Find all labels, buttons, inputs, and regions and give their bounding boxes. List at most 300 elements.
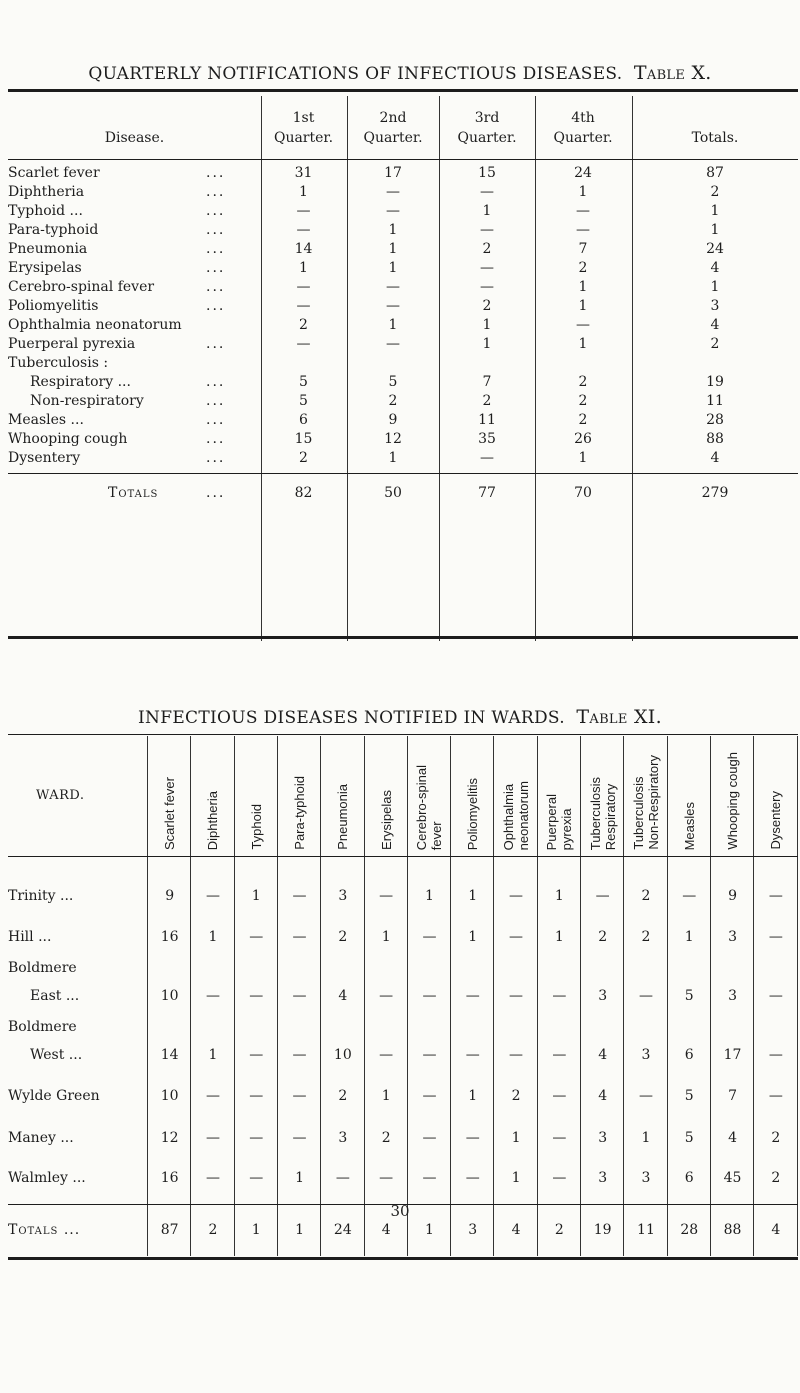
cell-value: 10: [160, 988, 179, 1004]
cell-value: —: [465, 1130, 480, 1146]
total-value: 82: [294, 485, 313, 501]
column-header: [668, 744, 711, 850]
column-header-line: Para-typhoid: [292, 776, 308, 850]
cell-value: 1: [578, 336, 588, 352]
header-q2-line: 2nd: [379, 110, 407, 126]
table-row: [8, 164, 798, 183]
totals-row: [8, 484, 798, 503]
cell-value: —: [576, 317, 590, 333]
disease-name: Dysentery: [8, 450, 81, 466]
cell-value: 5: [388, 374, 398, 390]
cell-value: 3: [338, 1130, 348, 1146]
total-value: 2: [208, 1222, 218, 1238]
cell-value: —: [379, 1047, 394, 1063]
column-header: [754, 744, 797, 850]
column-header: [365, 744, 408, 850]
cell-value: —: [552, 988, 567, 1004]
cell-value: —: [638, 1088, 653, 1104]
cell-value: 11: [478, 412, 496, 428]
cell-value: 2: [482, 241, 492, 257]
column-header-line: Typhoid: [248, 804, 264, 850]
disease-name: Poliomyelitis: [8, 298, 99, 314]
cell-value: —: [768, 988, 783, 1004]
cell-value: 17: [384, 165, 402, 181]
header-totals: Totals.: [691, 130, 739, 146]
cell-value: 1: [482, 203, 492, 219]
cell-value: 3: [598, 1130, 608, 1146]
cell-value: —: [768, 888, 783, 904]
cell-value: 1: [381, 929, 391, 945]
cell-value: —: [205, 1130, 220, 1146]
cell-value: —: [292, 1047, 307, 1063]
cell-value: 3: [598, 988, 608, 1004]
total-value: 279: [701, 485, 729, 501]
cell-value: —: [335, 1170, 350, 1186]
disease-name: Diphtheria: [8, 184, 85, 200]
cell-value: 24: [706, 241, 724, 257]
cell-value: —: [379, 988, 394, 1004]
cell-value: —: [480, 279, 494, 295]
column-header-text: [588, 777, 618, 850]
column-header-text: [725, 752, 740, 850]
cell-value: 2: [381, 1130, 391, 1146]
table-row: [8, 278, 798, 297]
cell-value: 11: [706, 393, 724, 409]
total-value: 4: [381, 1222, 391, 1238]
table-row: [8, 373, 798, 392]
table-row: [8, 411, 798, 430]
cell-value: 1: [482, 336, 492, 352]
cell-value: 4: [710, 260, 720, 276]
cell-value: —: [480, 184, 494, 200]
cell-value: 31: [294, 165, 313, 181]
cell-value: 2: [338, 929, 348, 945]
table-row: [8, 886, 798, 906]
cell-value: 1: [388, 450, 398, 466]
cell-value: 3: [728, 988, 737, 1004]
total-value: 50: [384, 485, 402, 501]
cell-value: —: [249, 1088, 264, 1104]
column-header-line: neonatorum: [516, 780, 532, 850]
leader-dots: ...: [206, 298, 226, 314]
cell-value: 88: [706, 431, 724, 447]
disease-name: Non-respiratory: [30, 393, 144, 409]
cell-value: 1: [641, 1130, 651, 1146]
cell-value: 1: [468, 888, 478, 904]
cell-value: 1: [710, 222, 720, 238]
column-header-line: Dysentery: [768, 791, 784, 850]
cell-value: —: [205, 1170, 220, 1186]
cell-value: —: [422, 988, 437, 1004]
table-x-label: Table X.: [633, 62, 712, 84]
column-header-line: Scarlet fever: [162, 777, 178, 850]
cell-value: —: [386, 336, 400, 352]
header-q3: [439, 108, 535, 148]
column-header-text: [768, 791, 783, 850]
leader-dots: ...: [206, 412, 226, 428]
column-header: [538, 744, 581, 850]
cell-value: 2: [710, 336, 720, 352]
cell-value: 4: [598, 1047, 608, 1063]
cell-value: —: [422, 1088, 437, 1104]
header-rule: [8, 856, 798, 857]
total-value: 24: [333, 1222, 352, 1238]
cell-value: 5: [684, 1130, 694, 1146]
column-header: [191, 744, 234, 850]
cell-value: 7: [728, 1088, 737, 1104]
cell-value: 3: [641, 1047, 651, 1063]
cell-value: 5: [684, 988, 694, 1004]
disease-name: Para-typhoid: [8, 222, 99, 238]
table-x-title: [0, 62, 800, 84]
cell-value: 1: [578, 184, 588, 200]
leader-dots: ...: [206, 431, 226, 447]
column-header: [494, 744, 537, 850]
cell-value: —: [205, 1088, 220, 1104]
column-header-line: Non-Respiratory: [645, 755, 661, 850]
column-header-line: Measles: [681, 801, 697, 850]
header-disease: Disease.: [104, 130, 165, 146]
cell-value: 5: [684, 1088, 694, 1104]
column-header-line: Cerebro-spinal: [414, 764, 430, 850]
table-row: [8, 1168, 798, 1188]
table-xi-heading: INFECTIOUS DISEASES NOTIFIED IN WARDS.: [138, 708, 565, 728]
leader-dots: ...: [206, 184, 226, 200]
ward-name: Wylde Green: [8, 1088, 100, 1104]
cell-value: 3: [641, 1170, 651, 1186]
table-row: [8, 335, 798, 354]
cell-value: —: [422, 1130, 437, 1146]
table-x-heading: QUARTERLY NOTIFICATIONS OF INFECTIOUS DISEASES.: [88, 64, 623, 84]
cell-value: —: [296, 298, 311, 314]
column-header-line: Whooping cough: [725, 752, 741, 850]
column-header: [408, 744, 451, 850]
column-header-line: Ophthalmia: [501, 783, 517, 850]
cell-value: 2: [338, 1088, 348, 1104]
cell-value: 28: [706, 412, 724, 428]
cell-value: —: [379, 1170, 394, 1186]
cell-value: —: [249, 988, 264, 1004]
table-x-bottom-rule: [8, 636, 798, 639]
cell-value: —: [296, 279, 311, 295]
cell-value: —: [509, 929, 524, 945]
cell-value: —: [509, 888, 524, 904]
cell-value: 9: [165, 888, 175, 904]
ward-name: Walmley ...: [8, 1170, 86, 1186]
cell-value: 1: [578, 450, 588, 466]
cell-value: 3: [338, 888, 348, 904]
total-value: 11: [637, 1222, 655, 1238]
column-header: [278, 744, 321, 850]
table-row: [8, 240, 798, 259]
column-header-line: Respiratory: [602, 783, 618, 850]
ward-name: Trinity ...: [8, 888, 74, 904]
cell-value: —: [422, 929, 437, 945]
cell-value: 6: [684, 1047, 694, 1063]
cell-value: 6: [684, 1170, 694, 1186]
cell-value: 1: [251, 888, 261, 904]
cell-value: —: [386, 298, 400, 314]
cell-value: 4: [710, 317, 720, 333]
cell-value: 15: [478, 165, 496, 181]
cell-value: 7: [482, 374, 492, 390]
column-header: [581, 744, 624, 850]
cell-value: 1: [511, 1170, 521, 1186]
column-header-line: Diphtheria: [205, 790, 221, 850]
total-value: 4: [511, 1222, 521, 1238]
cell-value: 4: [338, 988, 348, 1004]
column-header-line: Tuberculosis: [630, 776, 646, 850]
totals-label: Totals: [108, 485, 159, 501]
column-header-text: [414, 765, 444, 850]
cell-value: 2: [598, 929, 608, 945]
column-header-text: [379, 790, 394, 850]
cell-value: —: [576, 203, 590, 219]
disease-name: Typhoid ...: [8, 203, 83, 219]
table-x-top-rule: [8, 89, 798, 92]
header-q3-line: 3rd: [474, 110, 500, 126]
cell-value: 16: [160, 1170, 179, 1186]
cell-value: 1: [388, 241, 398, 257]
cell-value: —: [465, 1047, 480, 1063]
cell-value: —: [296, 222, 311, 238]
cell-value: 1: [299, 260, 308, 276]
table-row: [8, 354, 798, 373]
cell-value: —: [465, 1170, 480, 1186]
cell-value: —: [552, 1170, 567, 1186]
table-row: [8, 1128, 798, 1148]
column-header-text: [501, 781, 531, 850]
cell-value: 1: [388, 260, 398, 276]
cell-value: 15: [294, 431, 313, 447]
column-header-text: [162, 777, 177, 850]
cell-value: 1: [388, 317, 398, 333]
header-q3-line: Quarter.: [457, 130, 517, 146]
cell-value: 1: [554, 929, 564, 945]
leader-dots: ...: [206, 374, 226, 390]
leader-dots: ...: [206, 450, 226, 466]
cell-value: —: [422, 1170, 437, 1186]
table-row: [8, 202, 798, 221]
cell-value: 24: [574, 165, 592, 181]
table-xi-title: [0, 706, 800, 728]
cell-value: —: [768, 929, 783, 945]
cell-value: 4: [728, 1130, 737, 1146]
cell-value: 7: [578, 241, 588, 257]
column-header-text: [631, 755, 661, 850]
cell-value: 2: [641, 888, 651, 904]
cell-value: 4: [598, 1088, 608, 1104]
cell-value: 3: [728, 929, 737, 945]
ward-name: Hill ...: [8, 929, 52, 945]
cell-value: 19: [706, 374, 724, 390]
cell-value: 2: [388, 393, 398, 409]
cell-value: 2: [641, 929, 651, 945]
table-row: [8, 1086, 798, 1106]
table-row: [8, 986, 798, 1006]
cell-value: 9: [388, 412, 398, 428]
cell-value: —: [296, 336, 311, 352]
disease-name: Ophthalmia neonatorum: [8, 317, 182, 333]
cell-value: —: [249, 929, 264, 945]
column-header-text: [682, 802, 697, 850]
header-q4-line: Quarter.: [553, 130, 613, 146]
cell-value: 10: [160, 1088, 179, 1104]
header-rule: [8, 159, 798, 160]
column-header-text: [465, 778, 480, 850]
cell-value: 2: [578, 393, 588, 409]
header-q1: [261, 108, 346, 148]
cell-value: 14: [160, 1047, 179, 1063]
cell-value: —: [292, 888, 307, 904]
disease-name: Pneumonia: [8, 241, 88, 257]
cell-value: 1: [482, 317, 492, 333]
total-value: 28: [680, 1222, 699, 1238]
cell-value: 2: [578, 260, 588, 276]
header-q1-line: 1st: [292, 110, 315, 126]
cell-value: 2: [771, 1130, 781, 1146]
column-header-line: Tuberculosis: [587, 776, 603, 850]
cell-value: —: [379, 888, 394, 904]
cell-value: 5: [299, 393, 308, 409]
cell-value: —: [768, 1088, 783, 1104]
cell-value: 2: [299, 317, 308, 333]
cell-value: 1: [299, 184, 308, 200]
cell-value: 2: [578, 374, 588, 390]
cell-value: —: [509, 1047, 524, 1063]
column-header: [711, 744, 754, 850]
column-header-line: fever: [429, 821, 445, 850]
cell-value: 1: [710, 279, 720, 295]
column-header-line: Erysipelas: [378, 790, 394, 850]
ward-name: Boldmere: [8, 960, 77, 976]
cell-value: 6: [299, 412, 308, 428]
table-row: [8, 316, 798, 335]
leader-dots: ...: [206, 485, 226, 501]
cell-value: 3: [598, 1170, 608, 1186]
disease-name: Respiratory ...: [30, 374, 131, 390]
header-q2-line: Quarter.: [363, 130, 423, 146]
leader-dots: ...: [206, 203, 226, 219]
cell-value: 26: [574, 431, 592, 447]
column-header: [235, 744, 278, 850]
leader-dots: ...: [206, 393, 226, 409]
total-value: 1: [424, 1222, 434, 1238]
ward-name: East ...: [30, 988, 80, 1004]
cell-value: 1: [554, 888, 564, 904]
cell-value: 1: [710, 203, 720, 219]
cell-value: 5: [299, 374, 308, 390]
cell-value: 1: [381, 1088, 391, 1104]
column-header: [321, 744, 364, 850]
total-value: 1: [295, 1222, 304, 1238]
total-value: 87: [160, 1222, 179, 1238]
cell-value: 35: [478, 431, 496, 447]
cell-value: 12: [384, 431, 402, 447]
cell-value: 2: [482, 298, 492, 314]
table-row: [8, 392, 798, 411]
cell-value: —: [386, 279, 400, 295]
cell-value: 1: [388, 222, 398, 238]
table-row: [8, 183, 798, 202]
header-q1-line: Quarter.: [273, 130, 334, 146]
cell-value: —: [509, 988, 524, 1004]
header-q4-line: 4th: [571, 110, 595, 126]
total-value: 1: [251, 1222, 261, 1238]
cell-value: 1: [511, 1130, 521, 1146]
disease-name: Erysipelas: [8, 260, 82, 276]
cell-value: 9: [728, 888, 737, 904]
cell-value: —: [249, 1170, 264, 1186]
table-row: [8, 259, 798, 278]
total-value: 3: [468, 1222, 478, 1238]
disease-name: Tuberculosis :: [8, 355, 109, 371]
total-value: 4: [771, 1222, 781, 1238]
ward-name: Maney ...: [8, 1130, 74, 1146]
total-value: 19: [593, 1222, 612, 1238]
cell-value: —: [465, 988, 480, 1004]
ward-name: Boldmere: [8, 1019, 77, 1035]
disease-name: Scarlet fever: [8, 165, 100, 181]
column-header-line: Poliomyelitis: [465, 777, 481, 850]
cell-value: —: [552, 1130, 567, 1146]
totals-label: Totals ...: [8, 1222, 81, 1238]
leader-dots: ...: [206, 336, 226, 352]
cell-value: 2: [511, 1088, 521, 1104]
column-header-text: [205, 791, 220, 850]
cell-value: —: [386, 184, 400, 200]
cell-value: 2: [578, 412, 588, 428]
cell-value: —: [292, 988, 307, 1004]
table-xi-bottom-rule: [8, 1257, 798, 1260]
leader-dots: ...: [206, 279, 226, 295]
cell-value: —: [422, 1047, 437, 1063]
column-header-line: Pneumonia: [335, 784, 351, 850]
column-header: [148, 744, 191, 850]
header-q2: [347, 108, 439, 148]
column-header-text: [335, 784, 350, 850]
cell-value: 4: [710, 450, 720, 466]
leader-dots: ...: [206, 165, 226, 181]
cell-value: —: [249, 1047, 264, 1063]
cell-value: 1: [468, 1088, 478, 1104]
cell-value: —: [249, 1130, 264, 1146]
cell-value: 2: [710, 184, 720, 200]
disease-name: Puerperal pyrexia: [8, 336, 136, 352]
cell-value: —: [205, 888, 220, 904]
cell-value: —: [595, 888, 610, 904]
page-number: 30: [390, 1202, 410, 1220]
column-header-text: [544, 794, 574, 850]
cell-value: —: [480, 260, 494, 276]
total-value: 88: [723, 1222, 742, 1238]
table-row: [8, 430, 798, 449]
cell-value: —: [576, 222, 590, 238]
cell-value: 1: [578, 279, 588, 295]
cell-value: —: [552, 1088, 567, 1104]
cell-value: 1: [208, 929, 218, 945]
column-header: [624, 744, 667, 850]
column-header-line: Puerperal: [544, 793, 560, 850]
cell-value: 16: [160, 929, 179, 945]
cell-value: 2: [299, 450, 308, 466]
cell-value: 1: [684, 929, 694, 945]
cell-value: 17: [723, 1047, 742, 1063]
cell-value: —: [296, 203, 311, 219]
cell-value: 87: [706, 165, 724, 181]
column-header-text: [292, 776, 307, 850]
cell-value: 2: [482, 393, 492, 409]
